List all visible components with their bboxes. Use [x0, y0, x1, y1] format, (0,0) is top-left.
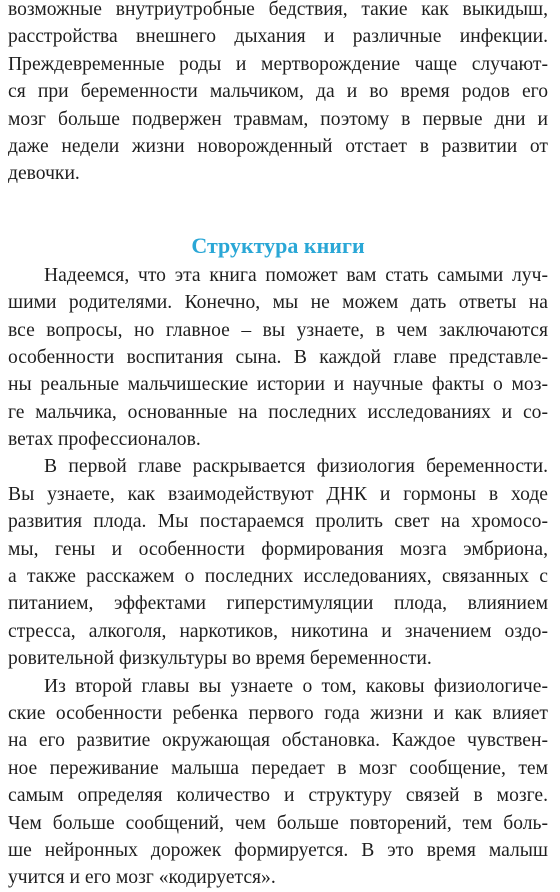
- text-line: мозг больше подвержен травмам, поэтому в первые дни и: [8, 108, 548, 130]
- text-line: Надеемся, что эта книга поможет вам стать самыми луч-: [44, 264, 548, 286]
- text-line: ны реальные мальчишеские истории и научные факты о моз-: [8, 374, 548, 396]
- text-line: а также расскажем о последних исследованиях, связанных с: [8, 566, 548, 588]
- text-line: Преждевременные роды и мертворождение чаще случают-: [8, 53, 548, 75]
- text-line: ное переживание малыша передает в мозг сообщение, тем: [8, 757, 548, 779]
- text-line: учится и его мозг «кодируется».: [8, 867, 276, 889]
- paragraph-intro-continuation: [8, 0, 548, 188]
- paragraph-chapter-one: [8, 453, 548, 672]
- text-line: все вопросы, но главное – вы узнаете, в чем заключаются: [8, 319, 548, 341]
- text-line: ровительной физкультуры во время беременности.: [8, 648, 432, 670]
- text-line: развития плода. Мы постараемся пролить свет на хромосо-: [8, 511, 548, 533]
- text-line: В первой главе раскрывается физиология беременности.: [44, 456, 548, 478]
- text-line: стресса, алкоголя, наркотиков, никотина и значением оздо-: [8, 620, 548, 642]
- text-line: мы, гены и особенности формирования мозга эмбриона,: [8, 538, 548, 560]
- text-line: возможные внутриутробные бедствия, такие как выкидыш,: [8, 0, 548, 20]
- text-line: ге мальчика, основанные на последних исследованиях и со-: [8, 401, 548, 423]
- section-heading: Структура книги: [191, 232, 365, 258]
- text-line: даже недели жизни новорожденный отстает в развитии от: [8, 135, 548, 157]
- text-line: особенности воспитания сына. В каждой главе представле-: [8, 346, 548, 368]
- text-line: расстройства внешнего дыхания и различные инфекции.: [8, 26, 548, 48]
- text-line: девочки.: [8, 163, 80, 185]
- text-line: Вы узнаете, как взаимодействуют ДНК и гормоны в ходе: [8, 483, 548, 505]
- paragraph-chapter-two: [8, 673, 548, 892]
- text-line: Чем больше сообщений, чем больше повторений, тем боль-: [8, 812, 548, 834]
- text-line: питанием, эффектами гиперстимуляции плода, влиянием: [8, 593, 548, 615]
- text-line: ские особенности ребенка первого года жизни и как влияет: [8, 702, 548, 724]
- text-line: ся при беременности мальчиком, да и во время родов его: [8, 81, 548, 103]
- text-line: ше нейронных дорожек формируется. В это время малыш: [8, 839, 548, 861]
- text-line: ветах профессионалов.: [8, 429, 201, 451]
- text-line: на его развитие окружающая обстановка. Каждое чувствен-: [8, 730, 548, 752]
- text-line: Из второй главы вы узнаете о том, каковы физиологиче-: [44, 675, 548, 697]
- paragraph-book-structure: [8, 262, 548, 454]
- text-line: шими родителями. Конечно, мы не можем дать ответы на: [8, 292, 548, 314]
- text-line: самым определяя количество и структуру связей в мозге.: [8, 785, 548, 807]
- book-page: [8, 0, 548, 892]
